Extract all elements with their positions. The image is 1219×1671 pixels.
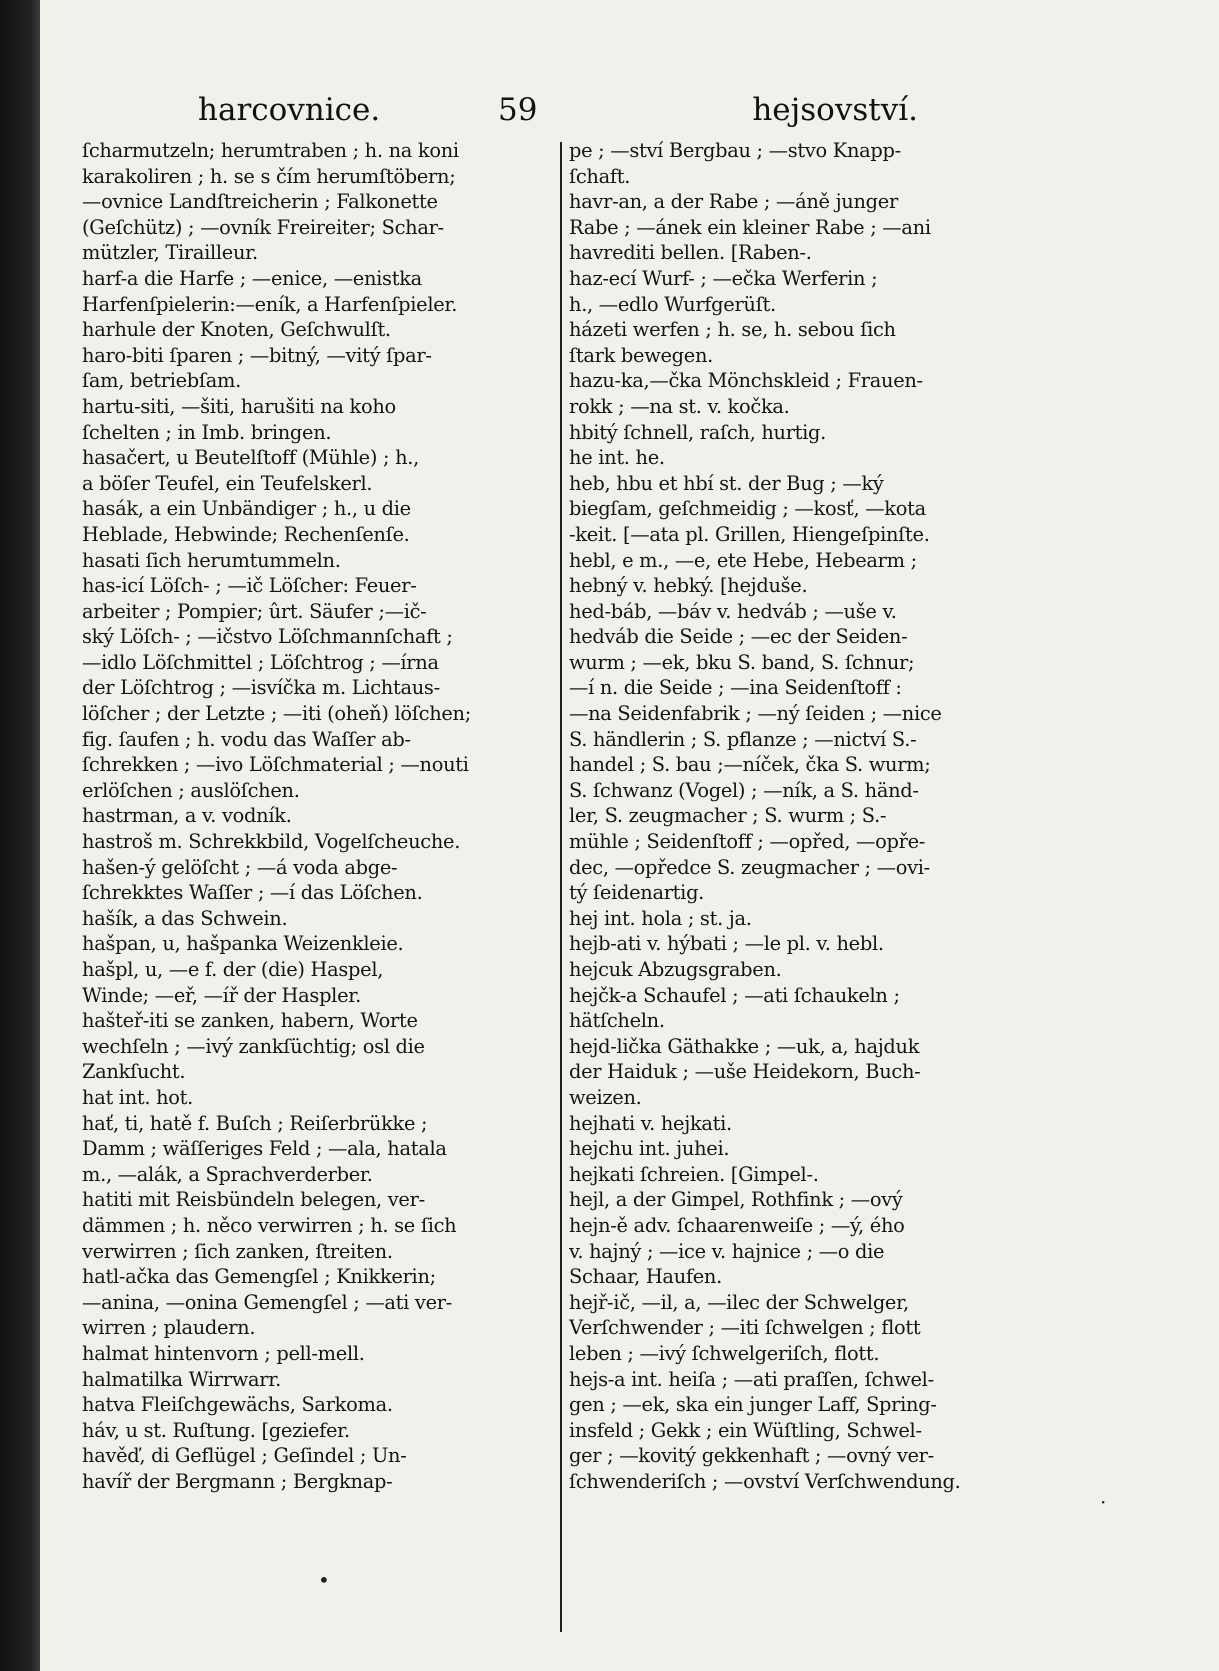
right-column-line: handel ; S. bau ;—níček, čka S. wurm;	[569, 753, 931, 777]
left-column-line: m., —alák, a Sprachverderber.	[82, 1162, 373, 1186]
right-column-line: Rabe ; —ánek ein kleiner Rabe ; —ani	[569, 215, 931, 239]
left-column-line: ſcharmutzeln; herumtraben ; h. na koni	[82, 139, 459, 162]
left-column-line: hat int. hot.	[82, 1085, 194, 1109]
left-column-line: wirren ; plaudern.	[82, 1316, 256, 1340]
left-column	[82, 138, 555, 1494]
left-column-line: hašpl, u, —e f. der (die) Haspel,	[82, 958, 384, 981]
left-column-line: dämmen ; h. něco verwirren ; h. se ſich	[82, 1213, 457, 1237]
left-column-line: hasák, a ein Unbändiger ; h., u die	[82, 497, 411, 521]
right-column-line: -keit. [—ata pl. Grillen, Hiengeſpinſte.	[569, 522, 930, 546]
left-column-line: a böſer Teufel, ein Teufelskerl.	[82, 471, 373, 495]
right-column-line: leben ; —ivý ſchwelgeriſch, flott.	[569, 1341, 880, 1365]
left-column-line: Zankſucht.	[82, 1060, 186, 1084]
left-column-line: halmatilka Wirrwarr.	[82, 1367, 281, 1391]
right-column-line: hebný v. hebký. [hejduše.	[569, 574, 808, 598]
left-column-line: —ovnice Landſtreicherin ; Falkonette	[82, 190, 438, 214]
right-column-line: he int. he.	[569, 446, 665, 470]
left-column-line: hasačert, u Beutelſtoff (Mühle) ; h.,	[82, 446, 419, 470]
left-column-line: hatl-ačka das Gemengſel ; Knikkerin;	[82, 1265, 436, 1289]
left-column-line: ſchrekken ; —ivo Löſchmaterial ; —nouti	[82, 753, 469, 777]
right-column-line: ſtark bewegen.	[569, 343, 714, 367]
left-column-line: hartu-siti, —šiti, harušiti na koho	[82, 394, 396, 418]
left-column-line: karakoliren ; h. se s čím herumſtöbern;	[82, 164, 456, 188]
right-column-line: ler, S. zeugmacher ; S. wurm ; S.-	[569, 804, 887, 828]
right-column-line: h., —edlo Wurfgerüſt.	[569, 292, 776, 316]
left-column-line: hasati ſich herumtummeln.	[82, 548, 341, 572]
right-column-line: S. händlerin ; S. pflanze ; —nictví S.-	[569, 727, 917, 751]
header-left-guide-word: harcovnice.	[198, 92, 381, 128]
right-column-line: weizen.	[569, 1085, 642, 1109]
right-column-line: —na Seidenfabrik ; —ný ſeiden ; —nice	[569, 702, 942, 726]
left-column-line: —idlo Löſchmittel ; Löſchtrog ; —írna	[82, 650, 439, 674]
left-column-line: havíř der Bergmann ; Bergknap-	[82, 1469, 393, 1493]
right-column-line: hejchu int. juhei.	[569, 1137, 730, 1161]
left-column-line: ſchrekktes Waſſer ; —í das Löſchen.	[82, 881, 423, 905]
right-column-line: insfeld ; Gekk ; ein Wüſtling, Schwel-	[569, 1418, 922, 1442]
right-column-line: hejd-lička Gäthakke ; —uk, a, hajduk	[569, 1034, 920, 1058]
right-column-line: hed-báb, —báv v. hedváb ; —uše v.	[569, 599, 897, 623]
right-column-line: biegſam, geſchmeidig ; —kosť, —kota	[569, 497, 926, 521]
left-column-line: hašík, a das Schwein.	[82, 906, 288, 930]
right-column-line: S. ſchwanz (Vogel) ; —ník, a S. händ-	[569, 778, 919, 802]
ink-speck: •	[318, 1568, 330, 1592]
right-column-line: hbitý ſchnell, raſch, hurtig.	[569, 420, 827, 444]
right-column-line: hejn-ě adv. ſchaarenweiſe ; —ý, ého	[569, 1213, 905, 1237]
left-column-line: arbeiter ; Pompier; ûrt. Säufer ;—ič-	[82, 599, 427, 623]
right-column-line: hej int. hola ; st. ja.	[569, 906, 752, 930]
right-column-line: hejhati v. hejkati.	[569, 1111, 732, 1135]
left-column-line: hašen-ý gelöſcht ; —á voda abge-	[82, 855, 398, 879]
right-column-line: mühle ; Seidenſtoff ; —opřed, —opře-	[569, 830, 926, 854]
page-binding-edge	[0, 0, 40, 1671]
left-column-line: hatiti mit Reisbündeln belegen, ver-	[82, 1188, 425, 1212]
right-column-line: der Haiduk ; —uše Heidekorn, Buch-	[569, 1060, 921, 1084]
right-column-line: hätſcheln.	[569, 1009, 665, 1033]
right-column-line: Schaar, Haufen.	[569, 1265, 722, 1289]
left-column-line: mützler, Tirailleur.	[82, 241, 258, 265]
left-column-line: Winde; —eř, —íř der Haspler.	[82, 983, 361, 1007]
left-column-line: wechſeln ; —ivý zankſüchtig; osl die	[82, 1034, 425, 1058]
left-column-line: háv, u st. Ruſtung. [geziefer.	[82, 1418, 350, 1442]
right-column-line: hejb-ati v. hýbati ; —le pl. v. hebl.	[569, 932, 884, 956]
left-column-line: ſchelten ; in Imb. bringen.	[82, 420, 332, 444]
left-column-line: hastrman, a v. vodník.	[82, 804, 292, 828]
left-column-line: —anina, —onina Gemengſel ; —ati ver-	[82, 1290, 452, 1314]
right-column-line: hejčk-a Schaufel ; —ati ſchaukeln ;	[569, 983, 900, 1007]
left-column-line: Harfenſpielerin:—eník, a Harfenſpieler.	[82, 292, 458, 316]
left-column-line: hastroš m. Schrekkbild, Vogelſcheuche.	[82, 830, 461, 854]
left-column-line: harf-a die Harfe ; —enice, —enistka	[82, 266, 422, 290]
right-column-line: ſchaft.	[569, 164, 631, 188]
page-number: 59	[498, 92, 538, 128]
left-column-line: verwirren ; ſich zanken, ſtreiten.	[82, 1239, 393, 1263]
column-divider	[560, 142, 562, 1632]
left-column-line: (Geſchütz) ; —ovník Freireiter; Schar-	[82, 215, 444, 239]
right-column	[569, 138, 1041, 1494]
right-column-line: wurm ; —ek, bku S. band, S. ſchnur;	[569, 650, 915, 674]
right-column-line: heb, hbu et hbí st. der Bug ; —ký	[569, 471, 884, 495]
left-column-line: hatva Fleiſchgewächs, Sarkoma.	[82, 1393, 393, 1417]
right-column-line: hazu-ka,—čka Mönchskleid ; Frauen-	[569, 369, 923, 393]
header-right-guide-word: hejsovství.	[752, 92, 918, 128]
left-column-line: Damm ; wäſſeriges Feld ; —ala, hatala	[82, 1137, 447, 1161]
left-column-line: ſam, betriebſam.	[82, 369, 241, 393]
ink-speck: ·	[1100, 1490, 1107, 1514]
right-column-line: haz-ecí Wurf- ; —ečka Werferin ;	[569, 266, 878, 290]
right-column-line: havr-an, a der Rabe ; —áně junger	[569, 190, 898, 214]
right-column-line: —í n. die Seide ; —ina Seidenſtoff :	[569, 676, 902, 700]
left-column-line: fig. ſaufen ; h. vodu das Waſſer ab-	[82, 727, 411, 751]
left-column-line: der Löſchtrog ; —isvíčka m. Lichtaus-	[82, 676, 440, 700]
right-column-line: hedváb die Seide ; —ec der Seiden-	[569, 625, 908, 649]
right-column-line: Verſchwender ; —iti ſchwelgen ; flott	[569, 1316, 921, 1340]
right-column-line: hejcuk Abzugsgraben.	[569, 958, 782, 981]
left-column-line: erlöſchen ; auslöſchen.	[82, 778, 300, 802]
left-column-line: hašteř-iti se zanken, habern, Worte	[82, 1009, 418, 1033]
left-column-line: halmat hintenvorn ; pell-mell.	[82, 1341, 365, 1365]
right-column-line: hejř-ič, —il, a, —ilec der Schwelger,	[569, 1290, 909, 1314]
left-column-line: has-icí Löſch- ; —ič Löſcher: Feuer-	[82, 574, 417, 598]
left-column-line: haro-biti ſparen ; —bitný, —vitý ſpar-	[82, 343, 432, 367]
left-column-line: havěď, di Geflügel ; Geſindel ; Un-	[82, 1444, 407, 1468]
right-column-line: hejkati ſchreien. [Gimpel-.	[569, 1162, 819, 1186]
left-column-line: Heblade, Hebwinde; Rechenſenſe.	[82, 522, 410, 546]
left-column-line: harhule der Knoten, Geſchwulſt.	[82, 318, 391, 342]
left-column-line: ský Löſch- ; —ičstvo Löſchmannſchaft ;	[82, 625, 453, 649]
right-column-line: gen ; —ek, ska ein junger Laff, Spring-	[569, 1393, 937, 1417]
right-column-line: rokk ; —na st. v. kočka.	[569, 394, 790, 418]
right-column-line: pe ; —ství Bergbau ; —stvo Knapp-	[569, 139, 901, 162]
right-column-line: tý ſeidenartig.	[569, 881, 705, 905]
right-column-line: havrediti bellen. [Raben-.	[569, 241, 812, 265]
right-column-line: v. hajný ; —ice v. hajnice ; —o die	[569, 1239, 885, 1263]
right-column-line: hejl, a der Gimpel, Rothfink ; —ový	[569, 1188, 903, 1212]
right-column-line: dec, —opředce S. zeugmacher ; —ovi-	[569, 855, 930, 879]
left-column-line: hať, ti, hatě f. Buſch ; Reiſerbrükke ;	[82, 1111, 428, 1135]
left-column-line: löſcher ; der Letzte ; —iti (oheň) löſchen;	[82, 702, 471, 726]
right-column-line: hejs-a int. heiſa ; —ati praſſen, ſchwel-	[569, 1367, 934, 1391]
page-header	[198, 92, 918, 132]
left-column-line: hašpan, u, hašpanka Weizenkleie.	[82, 932, 404, 956]
right-column-line: ſchwenderiſch ; —ovství Verſchwendung.	[569, 1469, 961, 1493]
right-column-line: hebl, e m., —e, ete Hebe, Hebearm ;	[569, 548, 917, 572]
right-column-line: házeti werfen ; h. se, h. sebou ſich	[569, 318, 896, 342]
right-column-line: ger ; —kovitý gekkenhaft ; —ovný ver-	[569, 1444, 934, 1468]
